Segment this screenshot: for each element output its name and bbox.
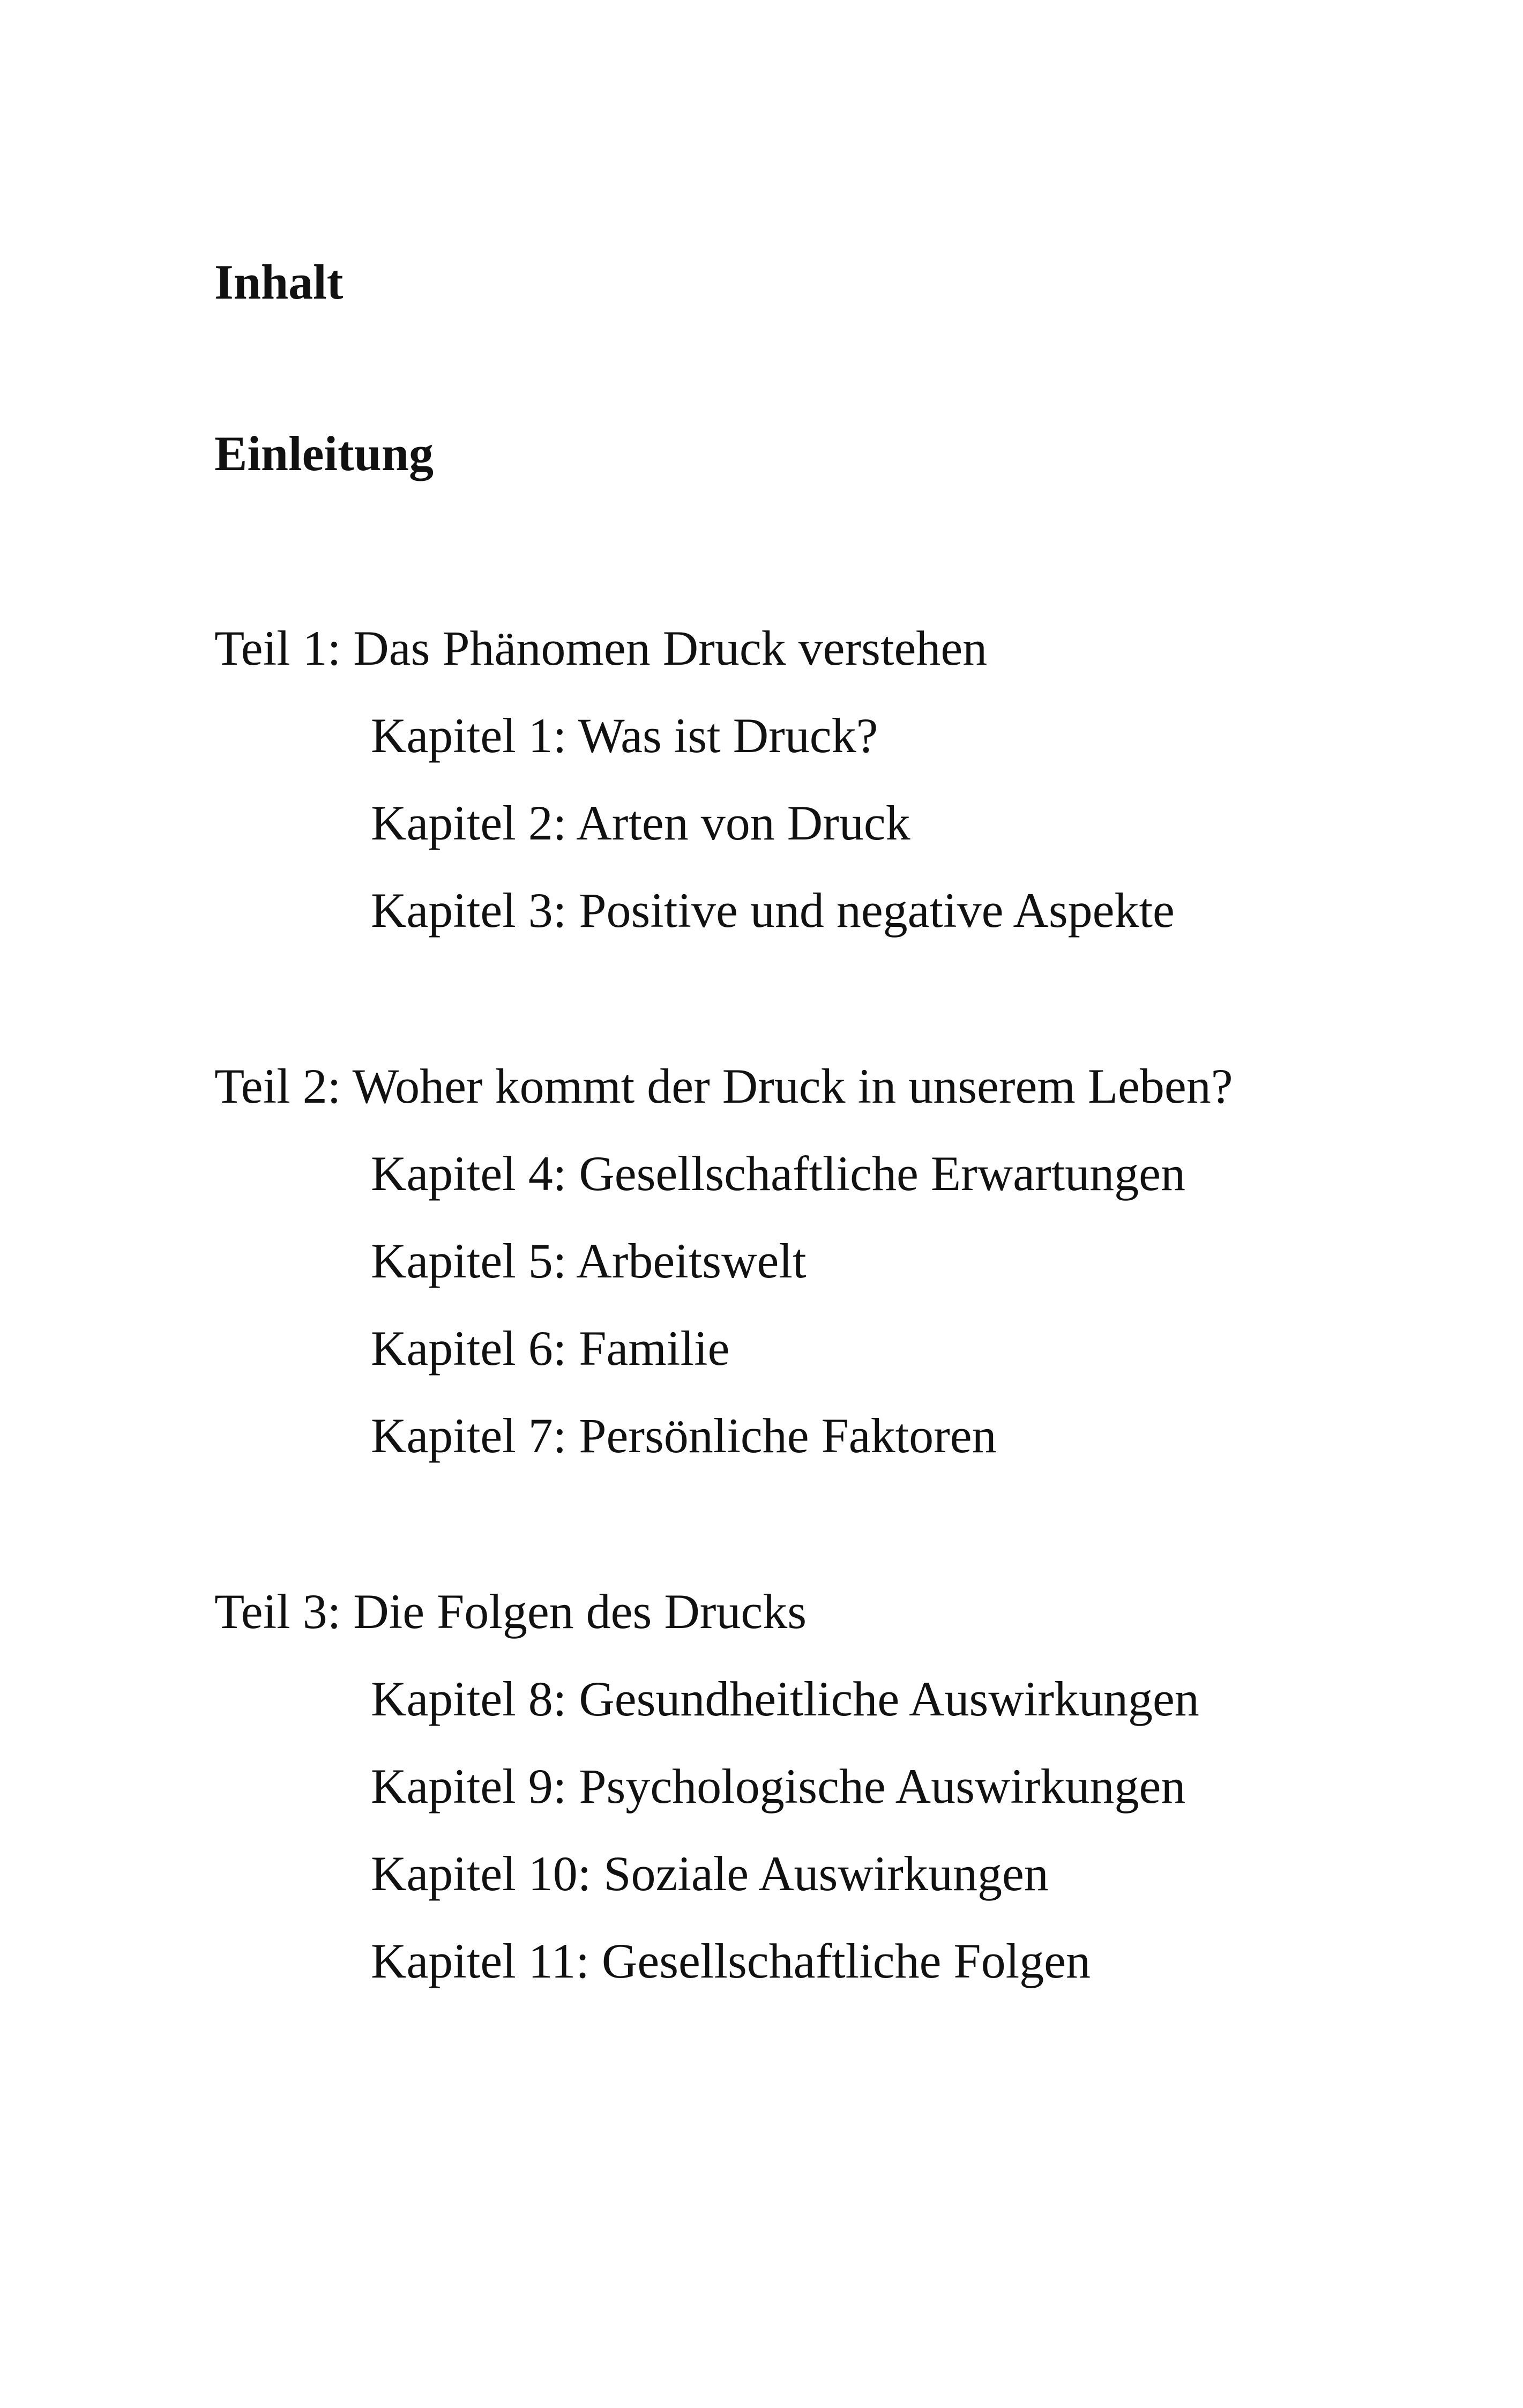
chapter-list xyxy=(214,1655,1447,2005)
chapter-list xyxy=(214,692,1447,954)
chapter-item: Kapitel 6: Familie xyxy=(371,1321,730,1376)
chapter-item: Kapitel 2: Arten von Druck xyxy=(371,796,910,850)
toc-part-2 xyxy=(214,1043,1447,1480)
toc-introduction: Einleitung xyxy=(214,426,434,481)
toc-part-1 xyxy=(214,605,1447,954)
chapter-item: Kapitel 9: Psychologische Auswirkungen xyxy=(371,1759,1186,1814)
toc-part-3 xyxy=(214,1568,1447,2005)
chapter-item: Kapitel 5: Arbeitswelt xyxy=(371,1233,807,1288)
chapter-item: Kapitel 7: Persönliche Faktoren xyxy=(371,1408,997,1463)
chapter-item: Kapitel 8: Gesundheitliche Auswirkungen xyxy=(371,1671,1199,1726)
chapter-item: Kapitel 1: Was ist Druck? xyxy=(371,708,878,763)
chapter-item: Kapitel 3: Positive und negative Aspekte xyxy=(371,883,1175,938)
chapter-item: Kapitel 10: Soziale Auswirkungen xyxy=(371,1846,1049,1901)
part-title: Teil 1: Das Phänomen Druck verstehen xyxy=(214,621,988,675)
toc-title: Inhalt xyxy=(214,255,344,309)
part-title: Teil 3: Die Folgen des Drucks xyxy=(214,1584,807,1639)
chapter-list xyxy=(214,1130,1447,1480)
chapter-item: Kapitel 4: Gesellschaftliche Erwartungen xyxy=(371,1146,1185,1201)
chapter-item: Kapitel 11: Gesellschaftliche Folgen xyxy=(371,1934,1091,1988)
part-title: Teil 2: Woher kommt der Druck in unserem Leben? xyxy=(214,1059,1233,1113)
